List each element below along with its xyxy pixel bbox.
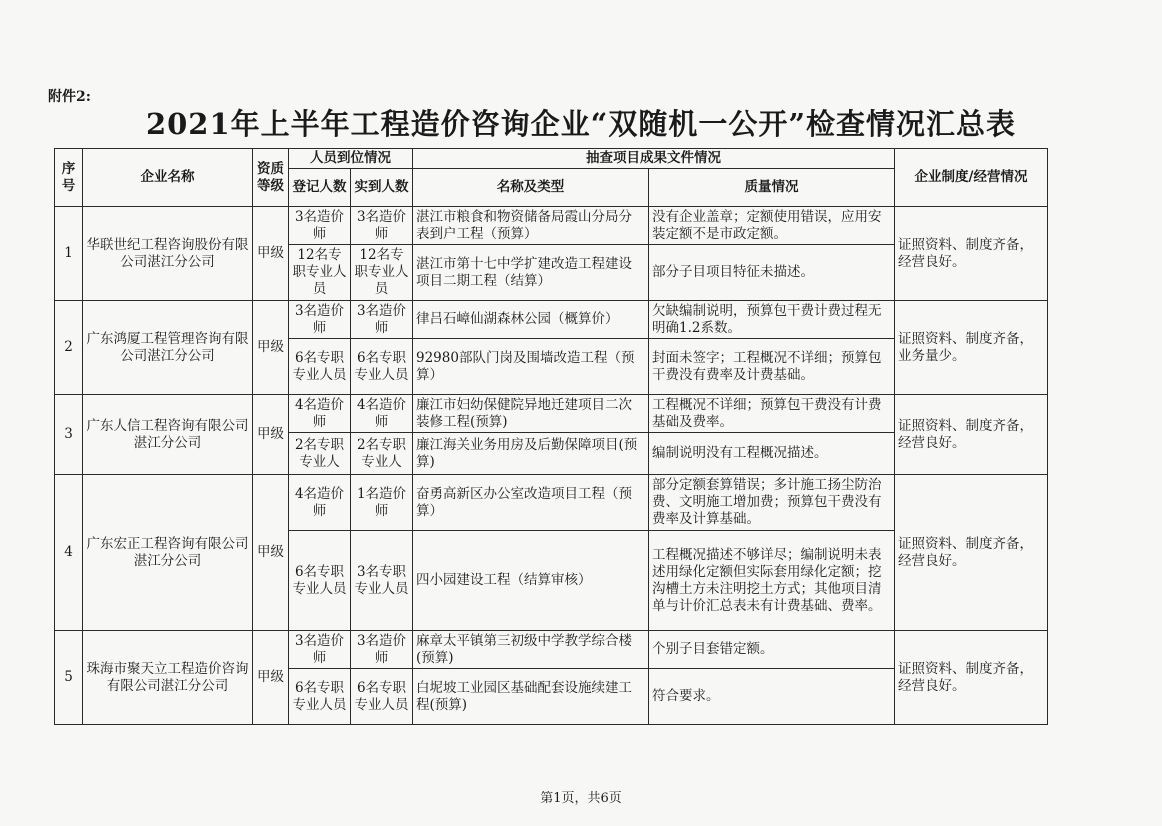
seq-cell: 4 <box>55 475 83 631</box>
header-qualification: 资质等级 <box>253 149 289 207</box>
header-company: 企业名称 <box>83 149 253 207</box>
quality-cell: 个别子目套错定额。 <box>649 631 895 669</box>
quality-cell: 编制说明没有工程概况描述。 <box>649 433 895 475</box>
registered-cell: 4名造价师 <box>289 395 351 433</box>
system-cell: 证照资料、制度齐备，业务量少。 <box>895 301 1048 395</box>
actual-cell: 4名造价师 <box>351 395 413 433</box>
registered-cell: 6名专职专业人员 <box>289 339 351 395</box>
header-project-files: 抽查项目成果文件情况 <box>413 149 895 169</box>
project-cell: 律吕石嶂仙湖森林公园（概算价） <box>413 301 649 339</box>
attachment-label: 附件2: <box>48 89 91 105</box>
grade-cell: 甲级 <box>253 395 289 475</box>
company-cell: 珠海市聚天立工程造价咨询有限公司湛江分公司 <box>83 631 253 725</box>
registered-cell: 3名造价师 <box>289 207 351 245</box>
actual-cell: 1名造价师 <box>351 475 413 531</box>
actual-cell: 6名专职专业人员 <box>351 339 413 395</box>
quality-cell: 工程概况描述不够详尽；编制说明未表述用绿化定额但实际套用绿化定额；挖沟槽土方未注明挖土方式；其他项目清单与计价汇总表未有计费基础、费率。 <box>649 531 895 631</box>
seq-cell: 5 <box>55 631 83 725</box>
inspection-summary-table <box>54 148 1048 725</box>
actual-cell: 3名造价师 <box>351 301 413 339</box>
quality-cell: 部分子目项目特征未描述。 <box>649 245 895 301</box>
actual-cell: 3名专职专业人员 <box>351 531 413 631</box>
header-name-type: 名称及类型 <box>413 169 649 207</box>
table-row <box>55 207 1048 245</box>
system-cell: 证照资料、制度齐备，经营良好。 <box>895 207 1048 301</box>
actual-cell: 3名造价师 <box>351 631 413 669</box>
grade-cell: 甲级 <box>253 475 289 631</box>
project-cell: 廉江市妇幼保健院异地迁建项目二次装修工程(预算) <box>413 395 649 433</box>
registered-cell: 6名专职专业人员 <box>289 669 351 725</box>
registered-cell: 2名专职专业人 <box>289 433 351 475</box>
seq-cell: 1 <box>55 207 83 301</box>
quality-cell: 工程概况不详细；预算包干费没有计费基础及费率。 <box>649 395 895 433</box>
project-cell: 麻章太平镇第三初级中学教学综合楼(预算) <box>413 631 649 669</box>
quality-cell: 没有企业盖章；定额使用错误，应用安装定额不是市政定额。 <box>649 207 895 245</box>
project-cell: 92980部队门岗及围墙改造工程（预算） <box>413 339 649 395</box>
table-row <box>55 475 1048 531</box>
table-row <box>55 301 1048 339</box>
quality-cell: 封面未签字；工程概况不详细；预算包干费没有费率及计费基础。 <box>649 339 895 395</box>
seq-cell: 2 <box>55 301 83 395</box>
grade-cell: 甲级 <box>253 631 289 725</box>
document-title: 2021年上半年工程造价咨询企业“双随机一公开”检查情况汇总表 <box>145 107 1017 141</box>
system-cell: 证照资料、制度齐备，经营良好。 <box>895 475 1048 631</box>
table-row <box>55 631 1048 669</box>
registered-cell: 6名专职专业人员 <box>289 531 351 631</box>
registered-cell: 3名造价师 <box>289 301 351 339</box>
registered-cell: 3名造价师 <box>289 631 351 669</box>
header-system: 企业制度/经营情况 <box>895 149 1048 207</box>
registered-cell: 12名专职专业人员 <box>289 245 351 301</box>
seq-cell: 3 <box>55 395 83 475</box>
company-cell: 华联世纪工程咨询股份有限公司湛江分公司 <box>83 207 253 301</box>
project-cell: 廉江海关业务用房及后勤保障项目(预算) <box>413 433 649 475</box>
project-cell: 白坭坡工业园区基础配套设施续建工程(预算) <box>413 669 649 725</box>
table-row <box>55 395 1048 433</box>
company-cell: 广东宏正工程咨询有限公司湛江分公司 <box>83 475 253 631</box>
grade-cell: 甲级 <box>253 301 289 395</box>
header-registered: 登记人数 <box>289 169 351 207</box>
company-cell: 广东人信工程咨询有限公司湛江分公司 <box>83 395 253 475</box>
registered-cell: 4名造价师 <box>289 475 351 531</box>
grade-cell: 甲级 <box>253 207 289 301</box>
header-actual: 实到人数 <box>351 169 413 207</box>
header-personnel: 人员到位情况 <box>289 149 413 169</box>
project-cell: 奋勇高新区办公室改造项目工程（预算） <box>413 475 649 531</box>
page-footer: 第1页，共6页 <box>540 791 622 806</box>
system-cell: 证照资料、制度齐备，经营良好。 <box>895 631 1048 725</box>
actual-cell: 3名造价师 <box>351 207 413 245</box>
header-quality: 质量情况 <box>649 169 895 207</box>
actual-cell: 6名专职专业人员 <box>351 669 413 725</box>
quality-cell: 部分定额套算错误；多计施工扬尘防治费、文明施工增加费；预算包干费没有费率及计算基础。 <box>649 475 895 531</box>
quality-cell: 欠缺编制说明，预算包干费计费过程无明确1.2系数。 <box>649 301 895 339</box>
quality-cell: 符合要求。 <box>649 669 895 725</box>
project-cell: 湛江市粮食和物资储备局霞山分局分表到户工程（预算） <box>413 207 649 245</box>
actual-cell: 2名专职专业人 <box>351 433 413 475</box>
company-cell: 广东鸿厦工程管理咨询有限公司湛江分公司 <box>83 301 253 395</box>
project-cell: 湛江市第十七中学扩建改造工程建设项目二期工程（结算） <box>413 245 649 301</box>
system-cell: 证照资料、制度齐备，经营良好。 <box>895 395 1048 475</box>
actual-cell: 12名专职专业人员 <box>351 245 413 301</box>
header-seq: 序号 <box>55 149 83 207</box>
project-cell: 四小园建设工程（结算审核） <box>413 531 649 631</box>
